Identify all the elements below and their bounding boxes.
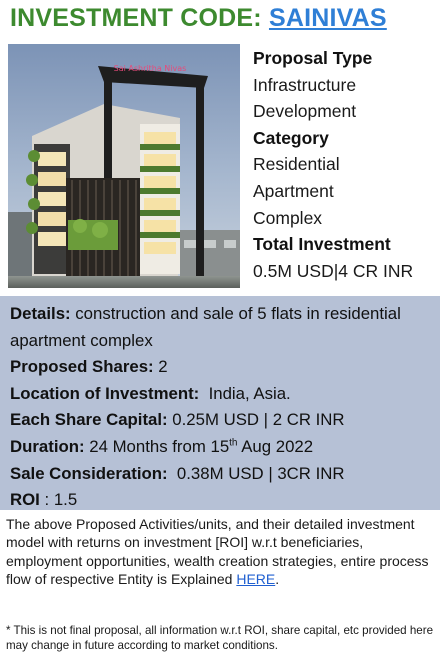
details-label: Details: xyxy=(10,304,71,323)
roi-label: ROI xyxy=(10,490,40,510)
total-investment-value: 0.5M USD|4 CR INR xyxy=(253,260,414,281)
share-capital-row xyxy=(10,407,430,434)
proposal-summary xyxy=(253,45,438,284)
category-label: Category xyxy=(253,127,329,148)
building-sign-text: Sai Ashritha Nivas xyxy=(113,64,187,73)
disclaimer-note: * This is not final proposal, all information w.r.t ROI, share capital, etc provided here may change in future according to market conditions. xyxy=(6,624,434,652)
location-row xyxy=(10,381,430,408)
share-capital-label: Each Share Capital: xyxy=(10,410,168,430)
details-value: construction and sale of 5 flats in residential apartment complex xyxy=(10,304,401,350)
proposal-type-label: Proposal Type xyxy=(253,48,373,68)
location-value: India, Asia. xyxy=(199,383,291,403)
category-line2: Apartment xyxy=(253,180,334,201)
footer-description xyxy=(6,515,436,589)
footer-text: The above Proposed Activities/units, and their detailed investment model with returns on investment [ROI] w.r.t beneficiaries, employment opportunities, wealth creation strategies, entire process flow of respective Entity is Explained xyxy=(6,516,429,588)
page-title xyxy=(10,4,387,33)
sale-consideration-value: 0.38M USD | 3CR INR xyxy=(167,463,345,483)
proposed-shares-label: Proposed Shares: xyxy=(10,357,154,377)
roi-value: : 1.5 xyxy=(39,490,78,510)
details-panel xyxy=(0,296,440,510)
duration-value: 24 Months from 15 xyxy=(84,436,230,456)
title-prefix: INVESTMENT CODE: xyxy=(10,4,269,32)
roi-row xyxy=(10,487,430,514)
proposed-shares-value: 2 xyxy=(153,357,168,377)
duration-row xyxy=(10,434,430,461)
investment-code-link[interactable]: SAINIVAS xyxy=(268,4,387,32)
total-investment-label: Total Investment xyxy=(253,234,391,255)
sale-consideration-label: Sale Consideration: xyxy=(10,463,168,483)
details-row xyxy=(10,301,430,354)
here-link[interactable]: HERE xyxy=(236,571,276,588)
duration-tail: Aug 2022 xyxy=(237,436,314,456)
duration-label: Duration: xyxy=(10,436,85,456)
building-photo xyxy=(8,44,240,288)
footer-end: . xyxy=(275,571,280,588)
category-line3: Complex xyxy=(253,207,323,228)
location-label: Location of Investment: xyxy=(10,383,200,403)
share-capital-value: 0.25M USD | 2 CR INR xyxy=(167,410,345,430)
proposal-type-line2: Development xyxy=(253,101,357,122)
category-line1: Residential xyxy=(253,154,340,175)
duration-suffix: th xyxy=(229,437,238,449)
proposal-type-line1: Infrastructure xyxy=(253,74,357,95)
proposed-shares-row xyxy=(10,354,430,381)
sale-consideration-row xyxy=(10,461,430,488)
